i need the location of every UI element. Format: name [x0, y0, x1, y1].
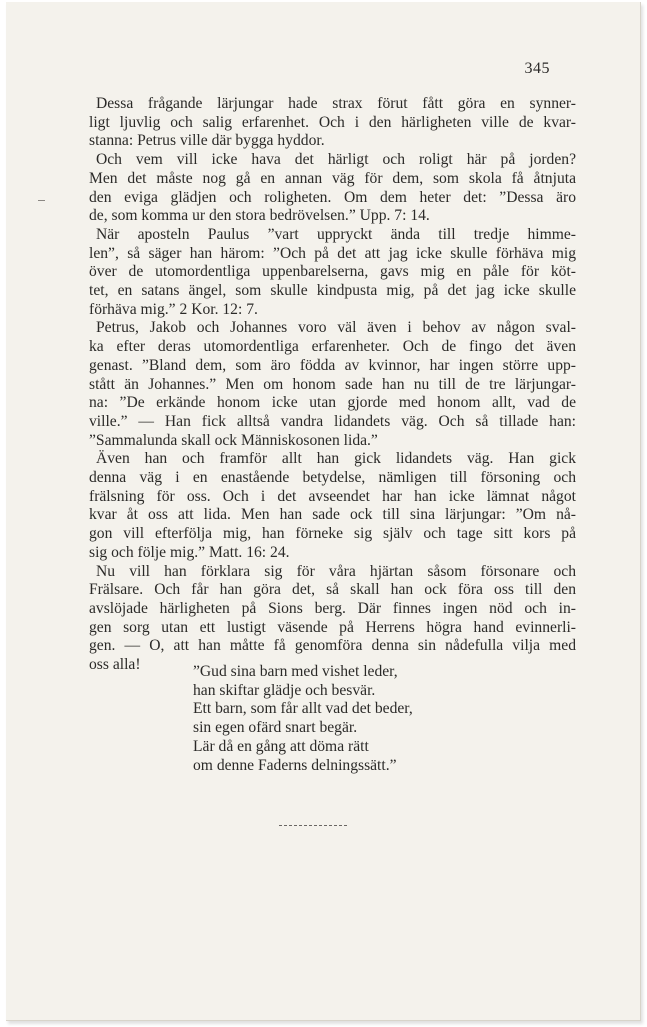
poem-line: han skiftar glädje och besvär.	[193, 681, 376, 699]
body-line: na: ”De erkände honom icke utan gjorde med honom allt, vad de	[89, 394, 576, 412]
body-line: stått än Johannes.” Men om honom sade han nu till de tre lärjungar-	[89, 375, 576, 393]
body-line: över de utomordentliga uppenbarelserna, gavs mig en påle för köt-	[89, 263, 576, 281]
body-line: genast. ”Bland dem, som äro födda av kvinnor, har ingen större upp-	[89, 356, 576, 374]
body-line: de, som komma ur den stora bedrövelsen.” Upp. 7: 14.	[89, 207, 430, 225]
body-line: ”Sammalunda skall ock Människosonen lida.”	[89, 431, 378, 449]
body-line: denna väg i en enastående betydelse, nämligen till försoning och	[89, 469, 576, 487]
body-line: avslöjade härligheten på Sions berg. Där finnes ingen nöd och in-	[89, 599, 576, 617]
margin-mark	[38, 200, 45, 201]
body-line: Frälsare. Och får han göra det, så skall han ock föra oss till den	[89, 581, 576, 599]
body-line: stanna: Petrus ville där bygga hyddor.	[89, 132, 325, 150]
poem-line: Ett barn, som får allt vad det beder,	[193, 700, 413, 718]
book-page	[6, 2, 641, 1021]
body-line: ligt ljuvlig och salig erfarenhet. Och i den härligheten ville de kvar-	[89, 113, 576, 131]
poem-line: om denne Faderns delningssätt.”	[193, 756, 397, 774]
body-line: ka efter deras utomordentliga erfarenheter. Och de fingo det även	[89, 338, 576, 356]
body-line: gen. — O, att han måtte få genomföra denna sin nådefulla vilja med	[89, 637, 576, 655]
body-line: frälsning för oss. Och i det avseendet har han icke lämnat något	[89, 487, 576, 505]
body-line: förhäva mig.” 2 Kor. 12: 7.	[89, 300, 258, 318]
body-line: Och vem vill icke hava det härligt och roligt här på jorden?	[96, 151, 576, 169]
body-line: oss alla!	[89, 656, 141, 674]
body-line: När aposteln Paulus ”vart uppryckt ända till tredje himme-	[96, 225, 576, 243]
body-line: kvar åt oss att lida. Men han sade ock till sina lärjungar: ”Om nå-	[89, 506, 576, 524]
body-line: Men det måste nog gå en annan väg för dem, som skola få åtnjuta	[89, 169, 576, 187]
body-line: Dessa frågande lärjungar hade strax förut fått göra en synner-	[96, 95, 576, 112]
body-line: Även han och framför allt han gick lidandets väg. Han gick	[96, 450, 576, 468]
body-line: Petrus, Jakob och Johannes voro väl även i behov av någon sval-	[96, 319, 576, 337]
poem-line: ”Gud sina barn med vishet leder,	[193, 663, 398, 680]
body-line: den eviga glädjen och roligheten. Om dem heter det: ”Dessa äro	[89, 188, 576, 206]
poem-stanza	[193, 663, 413, 775]
body-line: ville.” — Han fick alltså vandra lidandets väg. Och så tillade han:	[89, 412, 576, 430]
poem-line: Lär då en gång att döma rätt	[193, 737, 369, 755]
body-text	[89, 95, 576, 675]
body-line: gon vill efterfölja mig, han förneke sig själv och tage sitt kors på	[89, 525, 576, 543]
body-line: tet, en satans ängel, som skulle kindpusta mig, på det jag icke skulle	[89, 282, 576, 300]
body-line: Nu vill han förklara sig för våra hjärtan såsom försonare och	[96, 562, 576, 580]
body-line: gen sorg utan ett lustigt väsende på Herrens högra hand evinnerli-	[89, 618, 576, 636]
body-line: sig och följe mig.” Matt. 16: 24.	[89, 543, 290, 561]
closing-divider	[279, 825, 347, 826]
poem-line: sin egen ofärd snart begär.	[193, 719, 358, 737]
body-line: len”, så säger han härom: ”Och på det att jag icke skulle förhäva mig	[89, 244, 576, 262]
page-number: 345	[524, 60, 550, 77]
